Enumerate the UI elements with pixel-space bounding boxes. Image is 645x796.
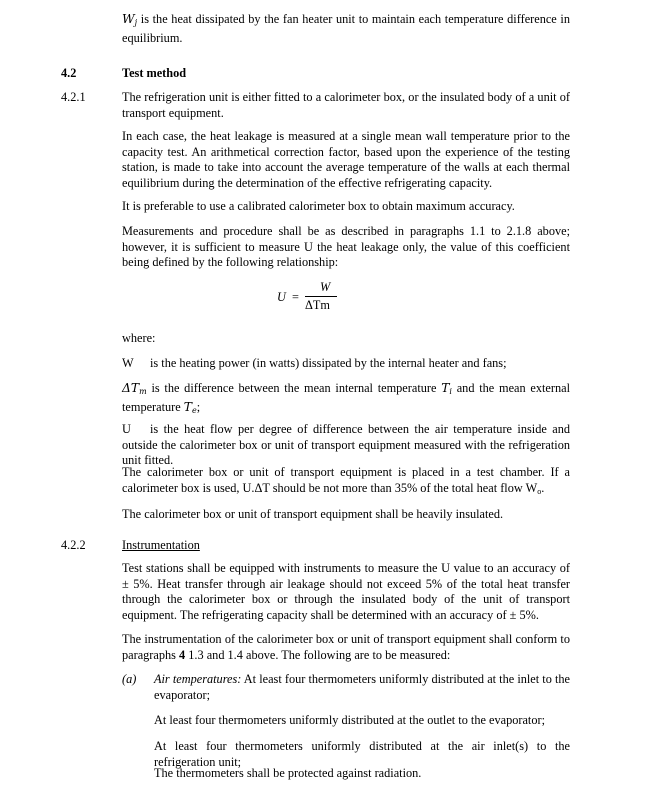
symbol-w-subscript: j [134, 18, 138, 27]
section-number-4-2-2: 4.2.2 [61, 538, 86, 552]
item-a-title: Air temperatures: [154, 672, 242, 686]
formula-fraction-bar [305, 296, 337, 297]
test-chamber-end: . [541, 480, 545, 495]
symbol-te: T [183, 399, 192, 414]
item-a-inlet-thermometers: At least four thermometers uniformly distributed at the air inlet(s) to the refrigeration unit; [154, 739, 570, 769]
paragraph-measurements: Measurements and procedure shall be as described in paragraphs 1.1 to 2.1.8 above; however, it is sufficient to measure U the heat leakage only, the value of this coefficient being defined by the following relationship: [122, 224, 570, 269]
section-number-4-2-1: 4.2.1 [61, 90, 86, 104]
formula-numerator: W [320, 280, 331, 294]
paragraph-heavily-insulated: The calorimeter box or unit of transport equipment shall be heavily insulated. [122, 507, 504, 521]
formula-u [272, 282, 392, 316]
definition-u-term: U [122, 422, 131, 436]
section-number-4-2: 4.2 [61, 66, 77, 80]
conform-text-a: The instrumentation of the calorimeter box or unit of transport equipment shall conform to paragraphs [122, 632, 570, 662]
item-a-text: At least four thermometers uniformly distributed at the inlet to the evaporator; [154, 672, 570, 702]
paragraph-test-chamber [122, 465, 570, 499]
formula-denominator: ΔTm [305, 298, 330, 312]
heat-dissipated-text: is the heat dissipated by the fan heater unit to maintain each temperature difference in equilibrium. [122, 12, 570, 45]
symbol-ti-subscript: i [449, 387, 452, 396]
symbol-te-subscript: e [192, 405, 197, 415]
definition-delta-t-text-b: and the mean external temperature [122, 381, 570, 414]
where-label: where: [122, 331, 156, 345]
formula-lhs: U [277, 290, 286, 304]
paragraph-test-stations: Test stations shall be equipped with instruments to measure the U value to an accuracy of ± 5%. Heat transfer through air leakage should not exceed 5% of the total heat transfer through the calorimeter box or through the insulated body of the unit of transport equipment. The refrigerating capacity shall be determined with an accuracy of ± 5%. [122, 561, 570, 622]
section-title-instrumentation: Instrumentation [122, 538, 200, 552]
test-chamber-text: The calorimeter box or unit of transport equipment is placed in a test chamber. If a calorimeter box is used, U.ΔT should be not more than 35% of the total heat flow W [122, 465, 570, 495]
heat-dissipated-definition [122, 12, 570, 46]
item-a-outlet-thermometers: At least four thermometers uniformly distributed at the outlet to the evaporator; [154, 713, 546, 727]
heat-flow-subscript: o [537, 486, 542, 496]
definition-delta-t-text-a: is the difference between the mean internal temperature [146, 381, 442, 395]
paragraph-heat-leakage: In each case, the heat leakage is measured at a single mean wall temperature prior to the capacity test. An arithmetical correction factor, based upon the experience of the testing station, is made to take into account the average temperature of the walls at each thermal equilibrium during the determination of the effective refrigerating capacity. [122, 129, 570, 190]
definition-w-text: is the heating power (in watts) dissipated by the internal heater and fans; [150, 356, 507, 370]
symbol-w: W [122, 12, 135, 26]
definition-u [122, 422, 570, 469]
definition-delta-t-term: ΔT [122, 381, 140, 395]
item-a-air-temperatures [154, 672, 570, 703]
conform-bold: 4 [179, 647, 186, 662]
section-title-test-method: Test method [122, 66, 187, 80]
paragraph-refrigeration-unit: The refrigeration unit is either fitted to a calorimeter box, or the insulated body of a unit of transport equipment. [122, 90, 570, 120]
conform-text-b: 1.3 and 1.4 above. The following are to be measured: [185, 647, 451, 662]
definition-w-term: W [122, 356, 134, 370]
formula-equals: = [292, 290, 299, 304]
paragraph-calibrated-box: It is preferable to use a calibrated calorimeter box to obtain maximum accuracy. [122, 199, 515, 213]
item-a-label: (a) [122, 672, 137, 686]
definition-delta-t-text-c: ; [196, 399, 201, 414]
item-a-radiation-protection: The thermometers shall be protected against radiation. [154, 766, 422, 780]
definition-delta-t-subscript: m [139, 387, 147, 396]
definition-delta-t [122, 381, 570, 418]
symbol-ti: T [441, 381, 450, 395]
definition-u-text: is the heat flow per degree of difference between the air temperature inside and outside the calorimeter box or unit of transport equipment measured with the refrigeration unit fitted. [122, 422, 570, 467]
paragraph-instrumentation-conform [122, 632, 570, 663]
definition-w [122, 356, 570, 372]
